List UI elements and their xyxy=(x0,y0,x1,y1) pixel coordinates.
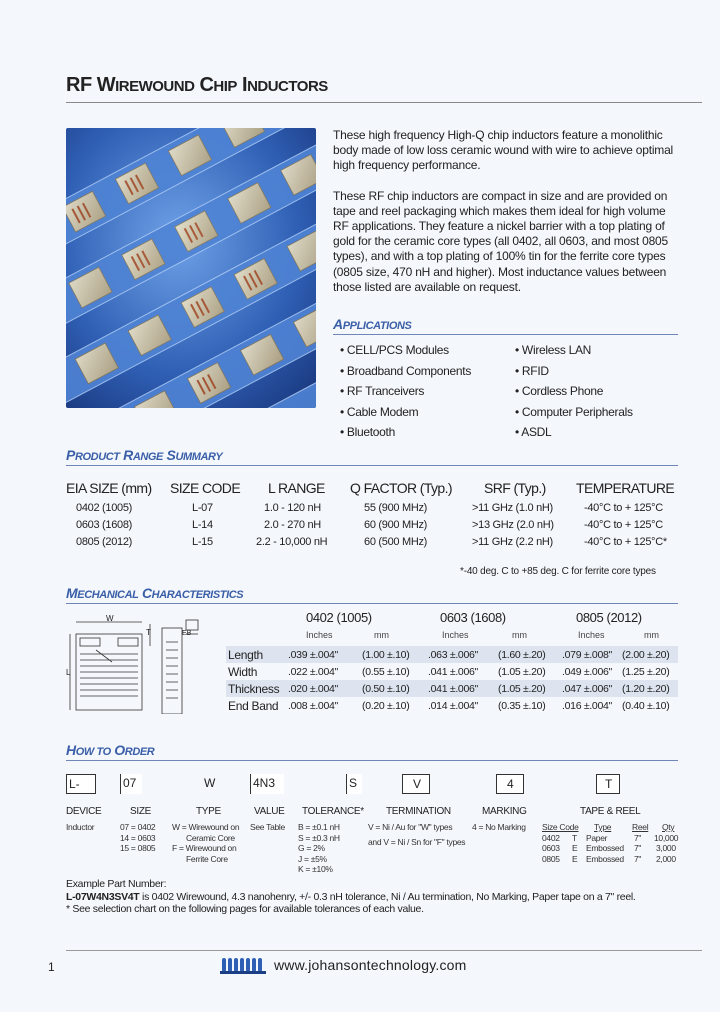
example-label: Example Part Number: xyxy=(66,878,167,890)
table-cell: 55 (900 MHz) xyxy=(364,502,428,514)
table-cell: (1.60 ±.20) xyxy=(498,649,546,661)
table-cell: .016 ±.004" xyxy=(562,700,612,712)
part-code-box: 4N3 xyxy=(250,774,284,794)
table-cell: (0.40 ±.10) xyxy=(622,700,670,712)
legend-text: 7" xyxy=(634,853,642,864)
table-cell: -40°C to + 125°C xyxy=(584,519,663,531)
table-cell: -40°C to + 125°C xyxy=(584,502,663,514)
table-cell: >13 GHz (2.0 nH) xyxy=(472,519,554,531)
example-part: L-07W4N3SV4T xyxy=(66,890,140,903)
legend-text: 10,000 xyxy=(654,832,679,843)
legend-text: 0402 xyxy=(542,832,560,843)
applications-heading: APPLICATIONS xyxy=(333,316,412,332)
legend-text: T xyxy=(572,832,577,843)
table-cell: .049 ±.006" xyxy=(562,666,612,678)
column-header: MARKING xyxy=(482,806,527,817)
unit-label: Inches xyxy=(578,630,605,640)
column-header: TOLERANCE* xyxy=(302,806,364,817)
column-header: TERMINATION xyxy=(386,806,451,817)
table-cell: 0603 (1608) xyxy=(76,519,133,531)
table-cell: .022 ±.004" xyxy=(288,666,338,678)
diagram-label-t: T xyxy=(146,628,151,637)
legend-text: B = ±0.1 nH xyxy=(298,822,340,832)
johanson-logo-icon xyxy=(220,956,268,976)
legend-text: Inductor xyxy=(66,822,95,832)
table-cell: .079 ±.008" xyxy=(562,649,612,661)
legend-text: 14 = 0603 xyxy=(120,832,156,843)
part-code-text: W xyxy=(204,776,216,790)
column-header: TEMPERATURE xyxy=(576,480,675,496)
legend-text: Qty xyxy=(662,822,675,832)
legend-text: Ferrite Core xyxy=(186,853,228,864)
table-cell: 2.0 - 270 nH xyxy=(264,519,321,531)
list-item: • ASDL xyxy=(515,425,552,439)
table-cell: >11 GHz (2.2 nH) xyxy=(472,536,553,548)
part-code-box: 07 xyxy=(120,774,142,794)
legend-text: V = Ni / Au for "W" types xyxy=(368,822,453,832)
list-item: • Broadband Components xyxy=(340,363,472,378)
example-part-number xyxy=(66,878,636,916)
legend-text: S = ±0.3 nH xyxy=(298,832,340,843)
list-item: • Wireless LAN xyxy=(515,343,592,357)
list-item: • RFID xyxy=(515,363,549,378)
table-cell: 60 (500 MHz) xyxy=(364,536,428,548)
part-code-box: V xyxy=(402,774,430,794)
legend-text: Embossed xyxy=(586,843,624,853)
product-range-heading: PRODUCT RANGE SUMMARY xyxy=(66,447,223,463)
how-to-order-heading: HOW TO ORDER xyxy=(66,742,155,758)
unit-label: mm xyxy=(374,630,389,640)
part-code-box: L- xyxy=(66,774,96,794)
table-cell: 2.2 - 10,000 nH xyxy=(256,536,328,548)
part-code-box: T xyxy=(596,774,620,794)
column-header: VALUE xyxy=(254,806,285,817)
legend-text: Paper xyxy=(586,832,608,843)
table-cell: 60 (900 MHz) xyxy=(364,519,428,531)
website-link[interactable]: www.johansontechnology.com xyxy=(274,957,467,973)
column-header: 0805 (2012) xyxy=(576,610,642,625)
table-cell: .039 ±.004" xyxy=(288,649,338,661)
table-row xyxy=(226,646,678,663)
list-item: • Bluetooth xyxy=(340,425,395,439)
legend-text: Ceramic Core xyxy=(186,832,235,843)
table-cell: .014 ±.004" xyxy=(428,700,478,712)
table-cell: .008 ±.004" xyxy=(288,700,338,712)
table-row xyxy=(226,697,678,714)
product-photo xyxy=(66,128,316,408)
table-cell: (0.35 ±.10) xyxy=(498,700,546,712)
table-row xyxy=(226,680,678,697)
column-header: L RANGE xyxy=(268,480,325,496)
row-label: Length xyxy=(228,648,263,662)
legend-text: Embossed xyxy=(586,853,624,864)
table-cell: .041 ±.006" xyxy=(428,666,478,678)
table-cell: .063 ±.006" xyxy=(428,649,478,661)
intro-paragraph-1: These high frequency High-Q chip inductors feature a monolithic body made of low loss ceramic wound with wire to achieve optimal high frequency performance. xyxy=(333,128,674,173)
legend-text: Type xyxy=(594,822,612,832)
row-label: Width xyxy=(228,665,258,679)
table-cell: (1.05 ±.20) xyxy=(498,683,546,695)
row-label: Thickness xyxy=(228,682,280,696)
intro-paragraph-2: These RF chip inductors are compact in size and are provided on tape and reel packaging which makes them ideal for high volume RF applications. They feature a nickel barrier with a top plating of gold for the ceramic core types (all 0402, all 0603, and most 0805 types), and with a top plating of 100% tin for the ferrite core types (0805 size, 470 nH and higher). Most inductance values between those listed are available on request. xyxy=(333,188,668,294)
legend-text: 3,000 xyxy=(656,843,676,853)
legend-text: 0805 xyxy=(542,853,560,864)
legend-text: K = ±10% xyxy=(298,864,333,874)
column-header: DEVICE xyxy=(66,806,102,817)
table-cell: >11 GHz (1.0 nH) xyxy=(472,502,553,514)
table-cell: .047 ±.006" xyxy=(562,683,612,695)
applications-divider xyxy=(333,334,678,335)
how-to-order-divider xyxy=(66,760,678,761)
footer-divider xyxy=(66,950,702,951)
diagram-label-w: W xyxy=(106,614,114,623)
page-title: RF WIREWOUND CHIP INDUCTORS xyxy=(66,74,328,96)
product-range-divider xyxy=(66,465,678,466)
legend-text: G = 2% xyxy=(298,843,325,853)
title-divider xyxy=(66,102,702,103)
unit-label: Inches xyxy=(306,630,333,640)
part-code-box: S xyxy=(346,774,362,794)
column-header: TYPE xyxy=(196,806,221,817)
table-cell: (2.00 ±.20) xyxy=(622,649,670,661)
table-cell: (0.20 ±.10) xyxy=(362,700,410,712)
legend-text: 2,000 xyxy=(656,853,676,864)
list-item: • Cordless Phone xyxy=(515,384,604,398)
chip-dimension-diagram xyxy=(66,614,216,714)
table-cell: (1.00 ±.10) xyxy=(362,649,410,661)
column-header: SRF (Typ.) xyxy=(484,480,546,496)
diagram-label-eb: EB xyxy=(182,630,192,637)
page-number: 1 xyxy=(48,960,55,974)
legend-text: Size Code xyxy=(542,822,579,832)
legend-text: 7" xyxy=(634,832,642,843)
product-range-footnote: *-40 deg. C to +85 deg. C for ferrite core types xyxy=(460,566,656,577)
legend-text: 0603 xyxy=(542,843,560,853)
table-cell: (1.25 ±.20) xyxy=(622,666,670,678)
table-cell: (1.20 ±.20) xyxy=(622,683,670,695)
column-header: EIA SIZE (mm) xyxy=(66,480,152,496)
table-cell: (0.50 ±.10) xyxy=(362,683,410,695)
list-item: • RF Tranceivers xyxy=(340,384,425,398)
column-header: SIZE xyxy=(130,806,152,817)
part-code-box: 4 xyxy=(496,774,524,794)
mechanical-heading: MECHANICAL CHARACTERISTICS xyxy=(66,585,244,601)
legend-text: Reel xyxy=(632,822,649,832)
part-number-builder xyxy=(66,774,686,796)
legend-text: E xyxy=(572,853,578,864)
legend-text: 15 = 0805 xyxy=(120,843,156,853)
unit-label: mm xyxy=(644,630,659,640)
legend-text: See Table xyxy=(250,822,285,832)
table-cell: .041 ±.006" xyxy=(428,683,478,695)
table-cell: 0402 (1005) xyxy=(76,502,133,514)
legend-text: 07 = 0402 xyxy=(120,822,156,832)
example-description: is 0402 Wirewound, 4.3 nanohenry, +/- 0.3 nH tolerance, Ni / Au termination, No Marking, Paper tape on a 7" reel. xyxy=(139,890,636,903)
example-note: * See selection chart on the following pages for available tolerances of each value. xyxy=(66,903,424,915)
legend-text: E xyxy=(572,843,578,853)
column-header: 0402 (1005) xyxy=(306,610,372,625)
legend-text: and V = Ni / Sn for "F" types xyxy=(368,837,466,847)
row-label: End Band xyxy=(228,699,279,713)
intro-text xyxy=(333,128,678,310)
unit-label: Inches xyxy=(442,630,469,640)
list-item: • Cable Modem xyxy=(340,404,419,419)
diagram-label-l: L xyxy=(66,668,71,677)
list-item: • CELL/PCS Modules xyxy=(340,343,449,357)
table-cell: -40°C to + 125°C* xyxy=(584,536,667,548)
legend-text: 7" xyxy=(634,843,642,853)
table-cell: (0.55 ±.10) xyxy=(362,666,410,678)
column-header: 0603 (1608) xyxy=(440,610,506,625)
legend-text: W = Wirewound on xyxy=(172,822,240,832)
mechanical-divider xyxy=(66,603,678,604)
table-cell: (1.05 ±.20) xyxy=(498,666,546,678)
table-cell: 1.0 - 120 nH xyxy=(264,502,321,514)
legend-text: F = Wirewound on xyxy=(172,843,237,853)
table-cell: 0805 (2012) xyxy=(76,536,133,548)
table-cell: L-14 xyxy=(192,519,213,531)
legend-text: J = ±5% xyxy=(298,853,327,864)
legend-text: 4 = No Marking xyxy=(472,822,526,832)
column-header: SIZE CODE xyxy=(170,480,241,496)
table-cell: L-15 xyxy=(192,536,213,548)
table-cell: .020 ±.004" xyxy=(288,683,338,695)
column-header: TAPE & REEL xyxy=(580,806,641,817)
table-row xyxy=(226,663,678,680)
column-header: Q FACTOR (Typ.) xyxy=(350,480,452,496)
unit-label: mm xyxy=(512,630,527,640)
table-cell: L-07 xyxy=(192,502,213,514)
list-item: • Computer Peripherals xyxy=(515,404,633,419)
